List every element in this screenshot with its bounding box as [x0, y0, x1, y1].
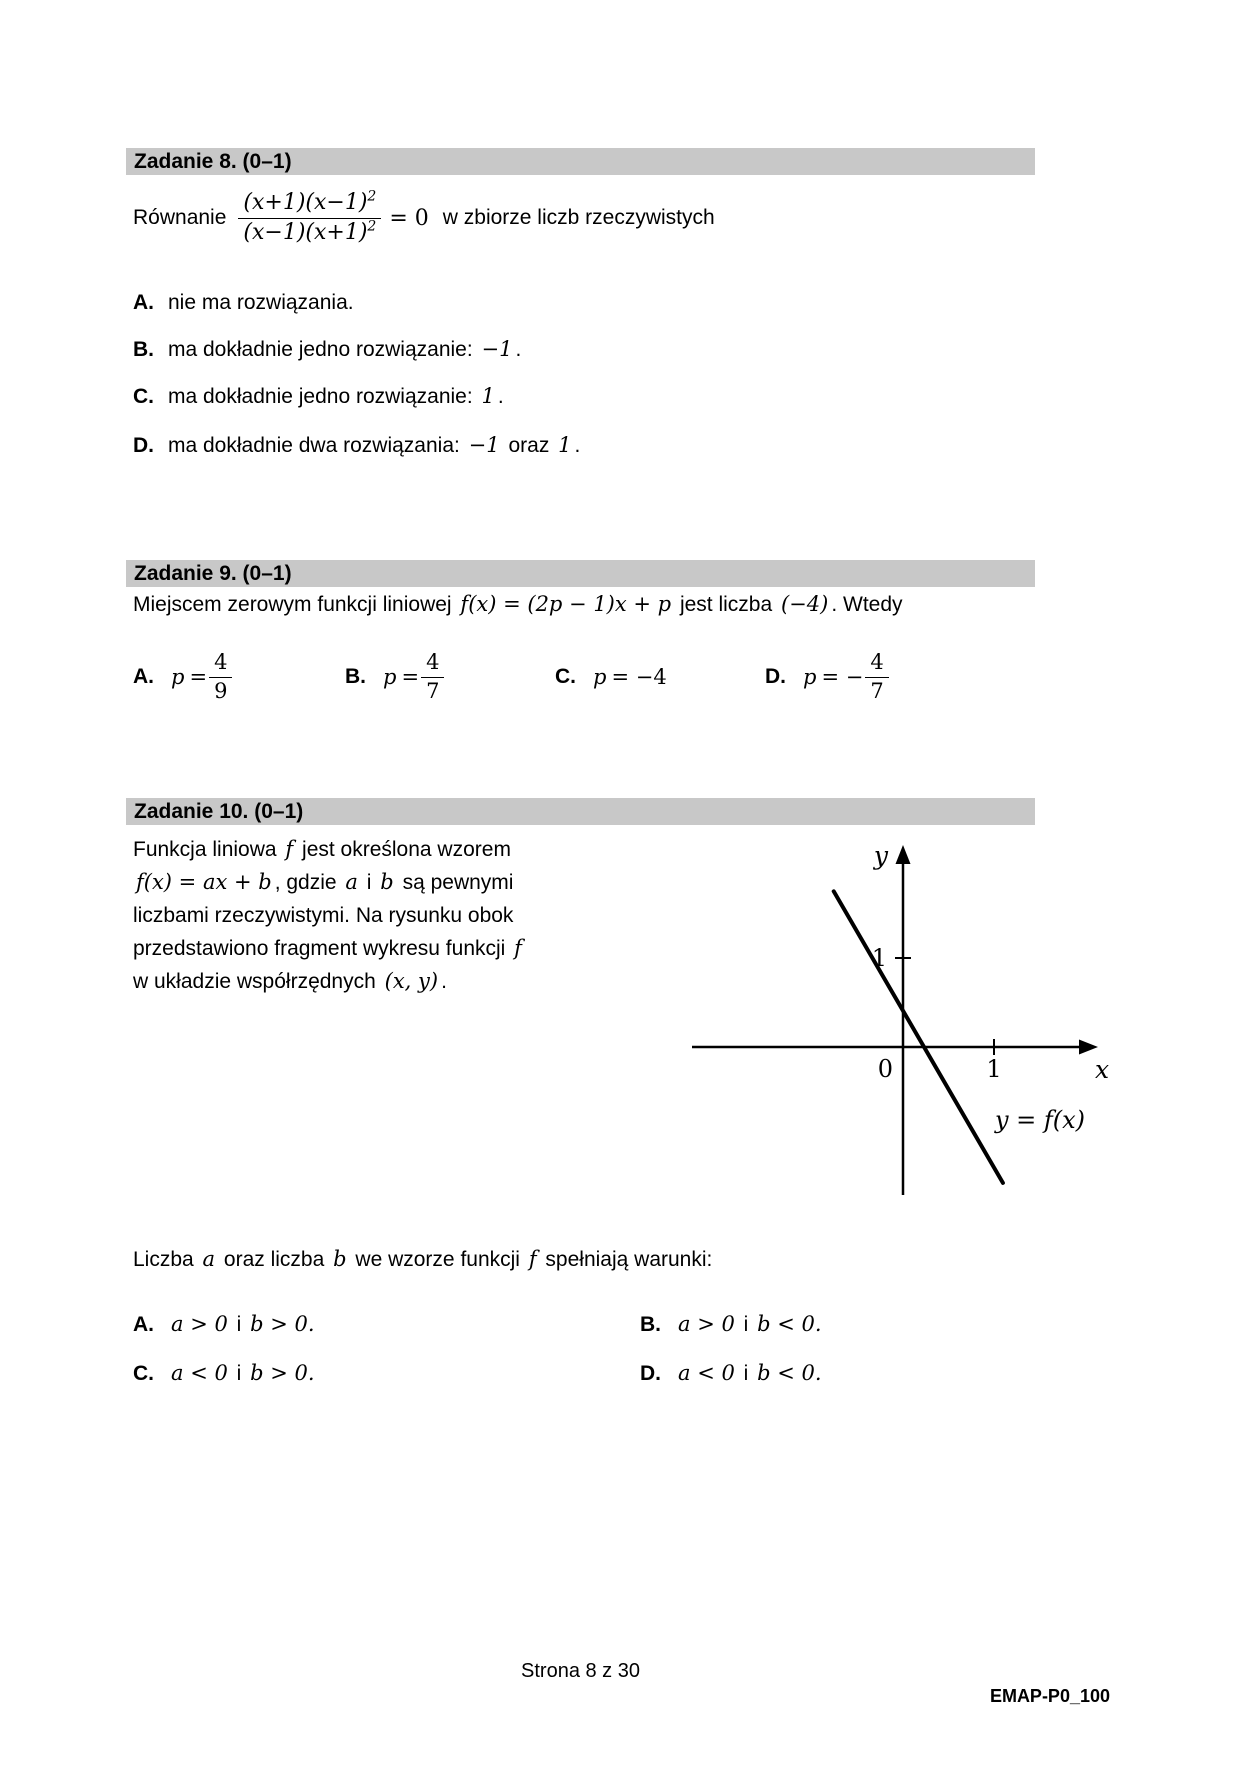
- task9-option-c-op: = −4: [611, 665, 667, 689]
- y-tick-label: 1: [871, 944, 887, 972]
- x-axis-arrow-icon: [1079, 1040, 1098, 1055]
- task8-option-a: [133, 291, 354, 315]
- task9-option-d-op: = −: [821, 665, 864, 689]
- task10-option-d-text: a < 0 i b < 0.: [678, 1361, 822, 1385]
- task10-header: [126, 798, 1035, 825]
- task9-option-b-var: p: [383, 665, 397, 689]
- task9-stem: Miejscem zerowym funkcji liniowej f(x) = (2p − 1)x + p jest liczba (−4) . Wtedy: [133, 592, 903, 616]
- form-code: EMAP-P0_100: [989, 1686, 1110, 1706]
- y-axis-label: y: [873, 841, 888, 870]
- task9-option-a: [133, 649, 232, 705]
- task10-paragraph-line3: liczbami rzeczywistymi. Na rysunku obok: [133, 904, 514, 927]
- function-graph: [600, 835, 1120, 1205]
- task9-option-c-var: p: [593, 665, 607, 689]
- task8-option-a-text: nie ma rozwiązania.: [168, 291, 354, 314]
- task8-option-b-label: B.: [133, 338, 154, 361]
- task8-option-b: [133, 337, 521, 362]
- task10-paragraph-line2: f(x) = ax + b , gdzie a i b są pewnymi: [136, 870, 514, 894]
- task10-option-b-text: a > 0 i b < 0.: [678, 1312, 822, 1336]
- task8-stem-prefix: Równanie: [133, 206, 227, 229]
- task9-header-label: Zadanie 9. (0–1): [134, 562, 292, 585]
- task8-option-c: [133, 384, 504, 409]
- task10-option-c-text: a < 0 i b > 0.: [171, 1361, 315, 1385]
- task8-stem-tail: w zbiorze liczb rzeczywistych: [442, 206, 715, 229]
- task9-option-d-fraction: $\frac{4}{7}$: [865, 650, 888, 703]
- task10-header-label: Zadanie 10. (0–1): [134, 800, 304, 823]
- function-line: [834, 891, 1003, 1183]
- task10-paragraph-line1: Funkcja liniowa f jest określona wzorem: [133, 837, 511, 861]
- task8-header-label: Zadanie 8. (0–1): [134, 150, 292, 173]
- task10-option-b-label: B.: [640, 1313, 661, 1336]
- task8-fraction: [238, 190, 381, 246]
- task10-paragraph-line4: przedstawiono fragment wykresu funkcji f: [133, 936, 522, 960]
- task9-option-a-var: p: [171, 665, 185, 689]
- task10-option-d: [640, 1361, 825, 1386]
- task10-paragraph: [133, 833, 613, 998]
- task9-option-d-var: p: [803, 665, 817, 689]
- curve-label: y = f(x): [994, 1106, 1086, 1134]
- task9-option-b-label: B.: [345, 665, 366, 688]
- task9-header: [126, 560, 1035, 587]
- task9-option-b-op: =: [401, 665, 420, 689]
- task9-option-a-label: A.: [133, 665, 154, 688]
- task9-option-a-op: =: [189, 665, 208, 689]
- task9-option-b: [345, 649, 444, 705]
- task9-option-d-label: D.: [765, 665, 786, 688]
- task8-stem-equals: = 0: [389, 205, 429, 231]
- x-axis-label: x: [1094, 1055, 1110, 1084]
- task9-option-a-fraction: $\frac{4}{9}$: [209, 650, 232, 703]
- task8-option-d: [133, 433, 580, 458]
- task8-stem: [133, 168, 715, 268]
- task9-option-c: [555, 649, 669, 705]
- task10-option-d-label: D.: [640, 1362, 661, 1385]
- x-tick-label: 1: [986, 1055, 1002, 1083]
- task10-option-a-text: a > 0 i b > 0.: [171, 1312, 315, 1336]
- task8-fraction-denominator: $(x-1)(x+1)^2$: [238, 218, 381, 246]
- task8-fraction-numerator: $(x+1)(x-1)^2$: [243, 188, 377, 216]
- task8-option-d-text: ma dokładnie dwa rozwiązania: −1 oraz 1 .: [168, 433, 581, 457]
- task10-option-c-label: C.: [133, 1362, 154, 1385]
- task8-option-b-text: ma dokładnie jedno rozwiązanie: −1 .: [168, 337, 522, 361]
- task8-option-c-label: C.: [133, 385, 154, 408]
- task10-option-b: [640, 1312, 825, 1337]
- task10-option-c: [133, 1361, 318, 1386]
- task8-option-c-text: ma dokładnie jedno rozwiązanie: 1 .: [168, 384, 504, 408]
- task10-paragraph-line5: w układzie współrzędnych (x, y) .: [133, 969, 447, 993]
- task9-option-d: [765, 649, 889, 705]
- origin-label: 0: [877, 1055, 893, 1083]
- task8-option-d-label: D.: [133, 434, 154, 457]
- task10-condition: Liczba a oraz liczba b we wzorze funkcji f spełniają warunki:: [133, 1247, 713, 1271]
- task8-option-a-label: A.: [133, 291, 154, 314]
- task10-option-a: [133, 1312, 318, 1337]
- task9-option-c-label: C.: [555, 665, 576, 688]
- page-number: Strona 8 z 30: [521, 1660, 640, 1682]
- y-axis-arrow-icon: [896, 845, 911, 864]
- task10-option-a-label: A.: [133, 1313, 154, 1336]
- task9-option-b-fraction: $\frac{4}{7}$: [421, 650, 444, 703]
